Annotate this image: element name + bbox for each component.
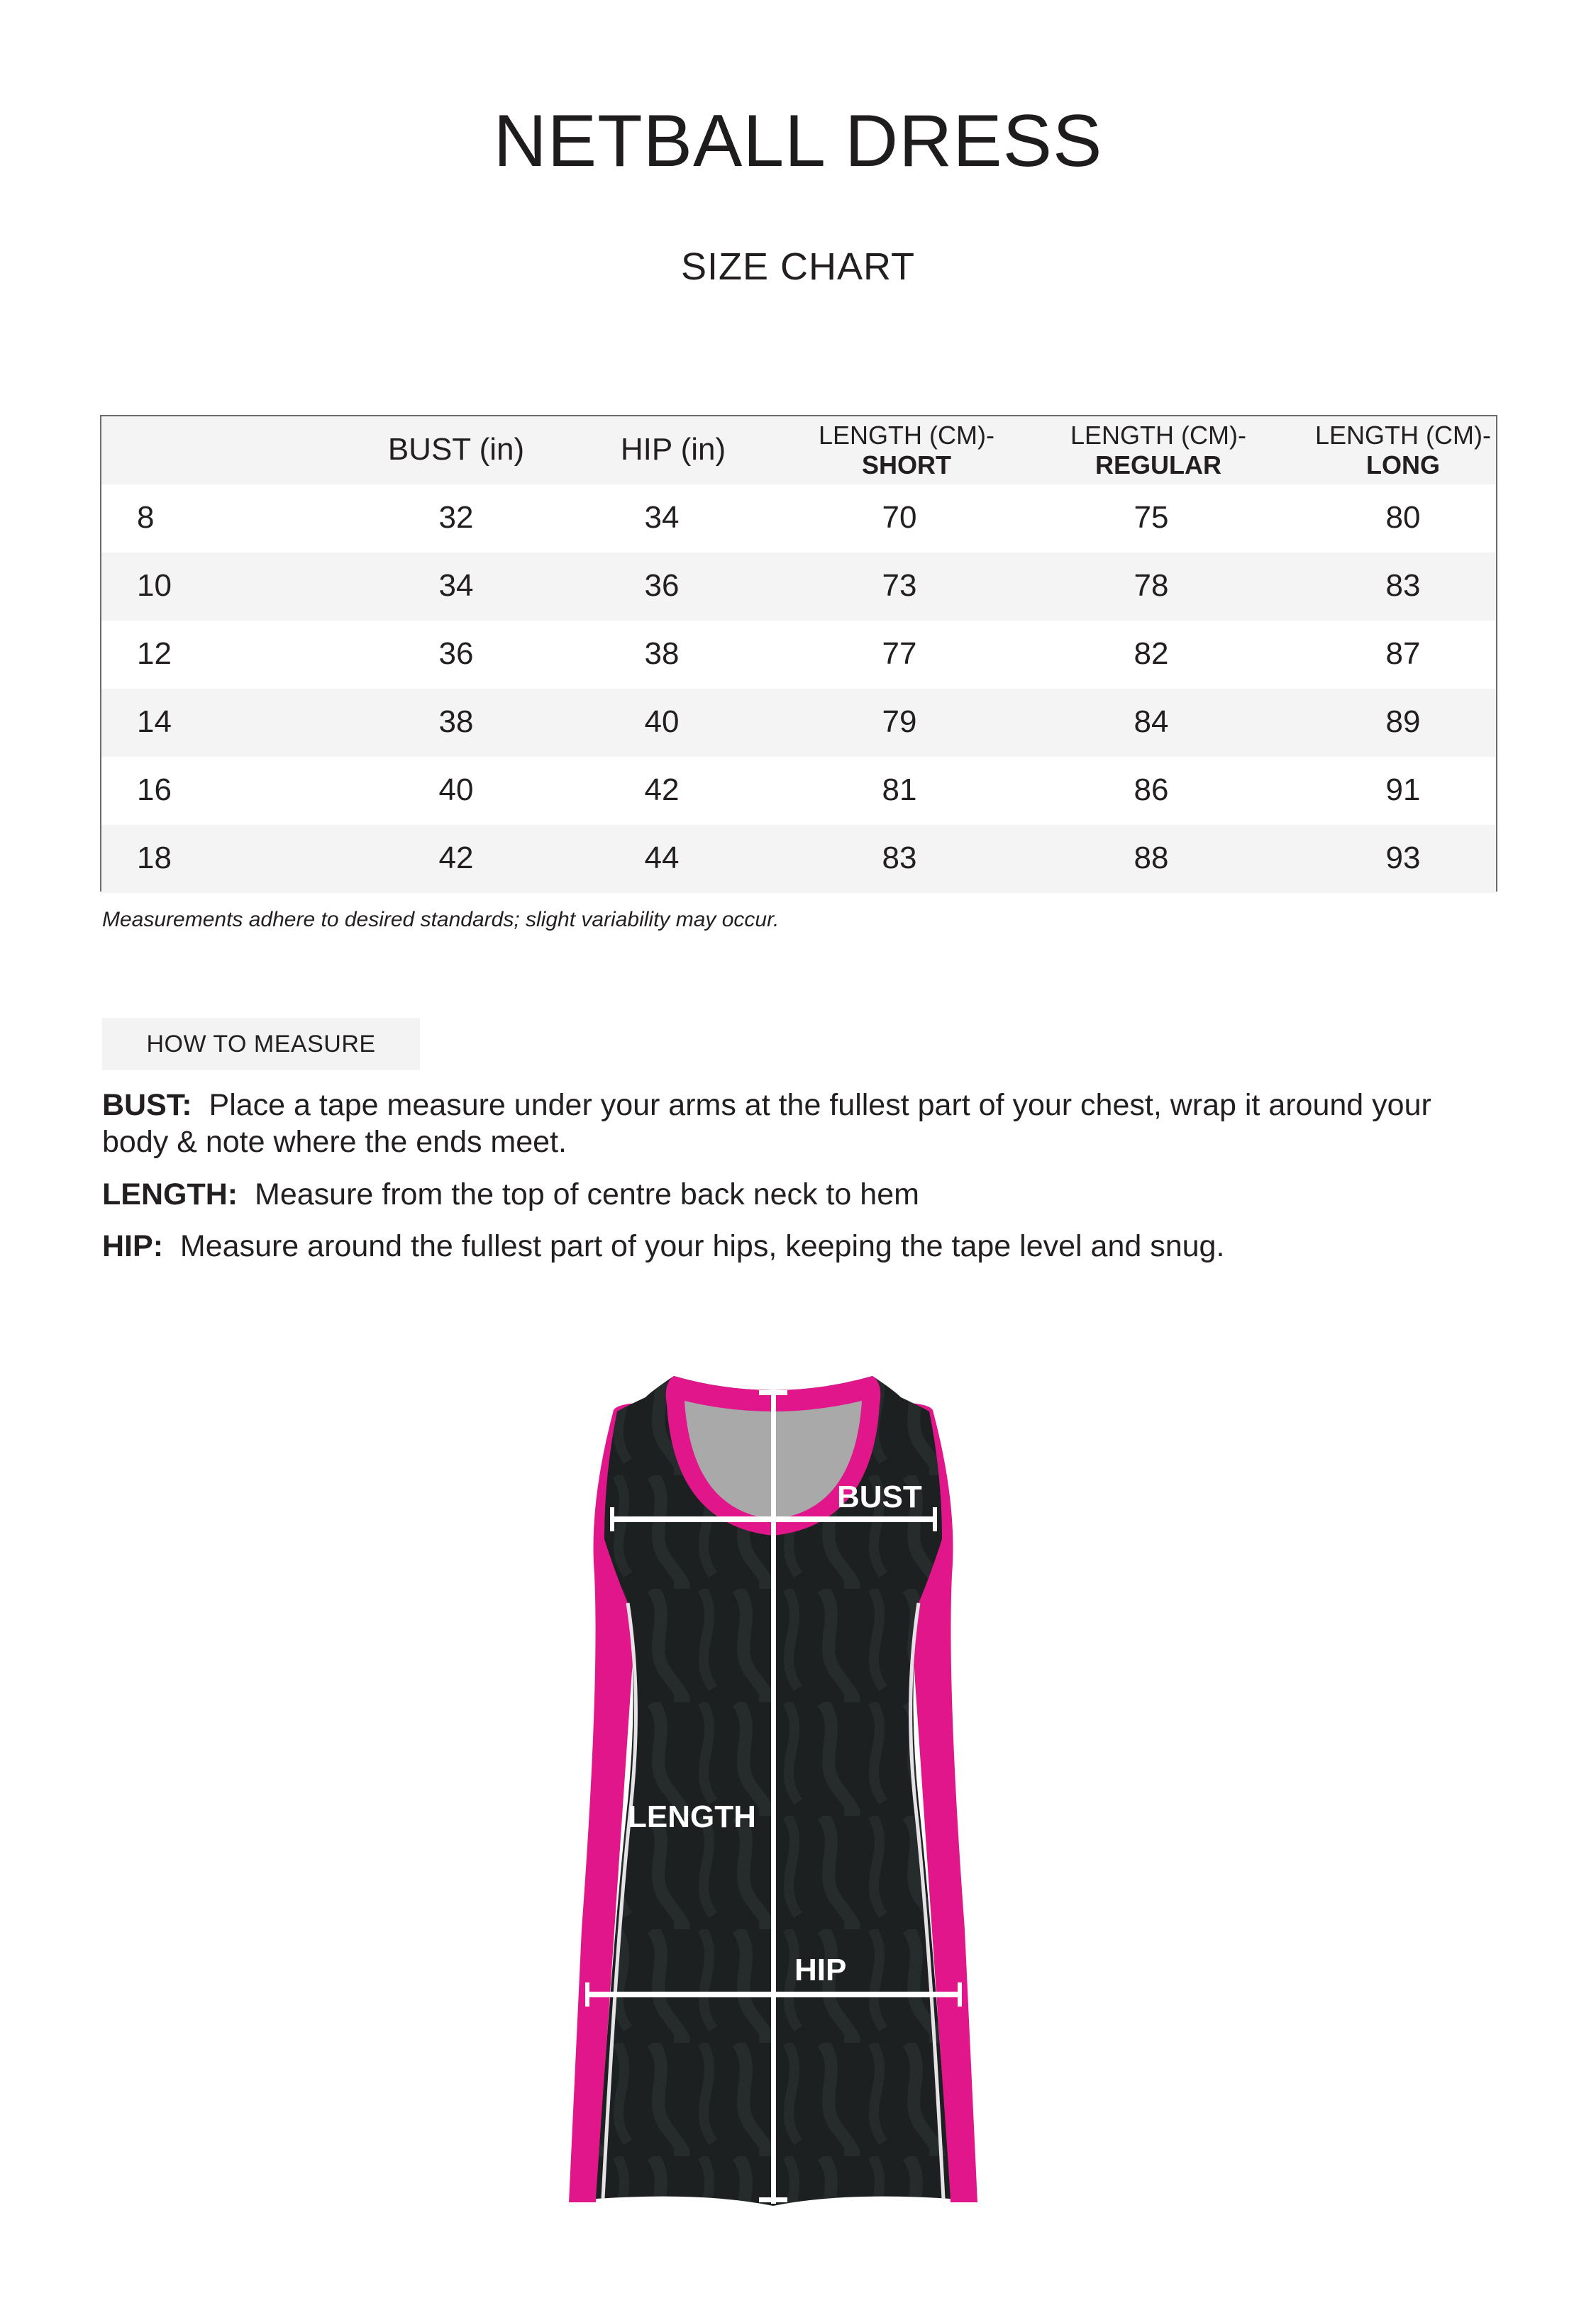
cell-short: 83: [882, 840, 917, 875]
cell-bust: 36: [438, 636, 474, 671]
instruction-bust-term: BUST: [102, 1088, 182, 1122]
cell-short: 77: [882, 636, 917, 671]
header-length-long-line2: LONG: [1366, 450, 1440, 479]
header-length-short-line2: SHORT: [862, 450, 951, 479]
cell-short: 79: [882, 704, 917, 739]
cell-regular: 82: [1134, 636, 1169, 671]
how-to-measure-badge: HOW TO MEASURE: [102, 1018, 420, 1070]
cell-short: 81: [882, 772, 917, 807]
measurement-note: Measurements adhere to desired standards; slight variability may occur.: [102, 908, 780, 931]
cell-hip: 40: [644, 704, 680, 739]
cell-regular: 88: [1134, 840, 1169, 875]
instruction-hip: HIP: Measure around the fullest part of your hips, keeping the tape level and snug.: [102, 1229, 1225, 1263]
header-length-regular: [1045, 421, 1272, 480]
header-bust: BUST (in): [387, 432, 525, 467]
table-header: [101, 416, 1496, 484]
cell-size: 14: [137, 704, 172, 739]
cell-long: 83: [1385, 568, 1421, 603]
cell-long: 91: [1385, 772, 1421, 807]
size-chart-table: [100, 415, 1497, 892]
table-row: [101, 689, 1496, 757]
page-title: NETBALL DRESS: [493, 100, 1103, 182]
hip-label: HIP: [794, 1953, 847, 1987]
instruction-length-text: Measure from the top of centre back neck to hem: [255, 1177, 919, 1211]
cell-hip: 36: [644, 568, 680, 603]
table-row: [101, 825, 1496, 893]
cell-size: 10: [137, 568, 172, 603]
cell-bust: 38: [438, 704, 474, 739]
table-row: [101, 757, 1496, 825]
cell-hip: 42: [644, 772, 680, 807]
table-row: [101, 621, 1496, 689]
cell-bust: 42: [438, 840, 474, 875]
cell-bust: 32: [438, 500, 474, 535]
table-row: [101, 553, 1496, 621]
dress-measurement-diagram: [560, 1362, 986, 2213]
cell-size: 8: [137, 500, 155, 535]
cell-short: 73: [882, 568, 917, 603]
instruction-bust: BUST: Place a tape measure under your arms at the fullest part of your chest, wrap it around your body & note where the ends meet.: [102, 1088, 1431, 1159]
cell-regular: 75: [1134, 500, 1169, 535]
header-length-regular-line1: LENGTH (CM)-: [1070, 421, 1246, 450]
cell-size: 18: [137, 840, 172, 875]
cell-hip: 34: [644, 500, 680, 535]
page-subtitle: SIZE CHART: [680, 245, 916, 288]
instruction-length: LENGTH: Measure from the top of centre back neck to hem: [102, 1177, 919, 1211]
instruction-bust-text: Place a tape measure under your arms at the fullest part of your chest, wrap it around your body & note where the ends meet.: [102, 1088, 1431, 1159]
header-length-long-line1: LENGTH (CM)-: [1315, 421, 1491, 450]
cell-long: 89: [1385, 704, 1421, 739]
cell-short: 70: [882, 500, 917, 535]
cell-size: 16: [137, 772, 172, 807]
header-hip: HIP (in): [620, 432, 726, 467]
length-label: LENGTH: [628, 1799, 756, 1834]
header-length-short-line1: LENGTH (CM)-: [819, 421, 994, 450]
cell-regular: 84: [1134, 704, 1169, 739]
cell-long: 93: [1385, 840, 1421, 875]
cell-bust: 40: [438, 772, 474, 807]
cell-regular: 86: [1134, 772, 1169, 807]
cell-long: 80: [1385, 500, 1421, 535]
cell-hip: 38: [644, 636, 680, 671]
instruction-hip-text: Measure around the fullest part of your hips, keeping the tape level and snug.: [179, 1229, 1225, 1263]
cell-regular: 78: [1134, 568, 1169, 603]
header-length-regular-line2: REGULAR: [1095, 450, 1221, 479]
cell-hip: 44: [644, 840, 680, 875]
cell-bust: 34: [438, 568, 474, 603]
instruction-hip-term: HIP: [102, 1229, 153, 1263]
cell-long: 87: [1385, 636, 1421, 671]
table-row: [101, 484, 1496, 553]
instruction-length-term: LENGTH: [102, 1177, 228, 1211]
header-length-long: [1290, 421, 1517, 480]
bust-label: BUST: [837, 1480, 922, 1514]
cell-size: 12: [137, 636, 172, 671]
header-length-short: [793, 421, 1020, 480]
